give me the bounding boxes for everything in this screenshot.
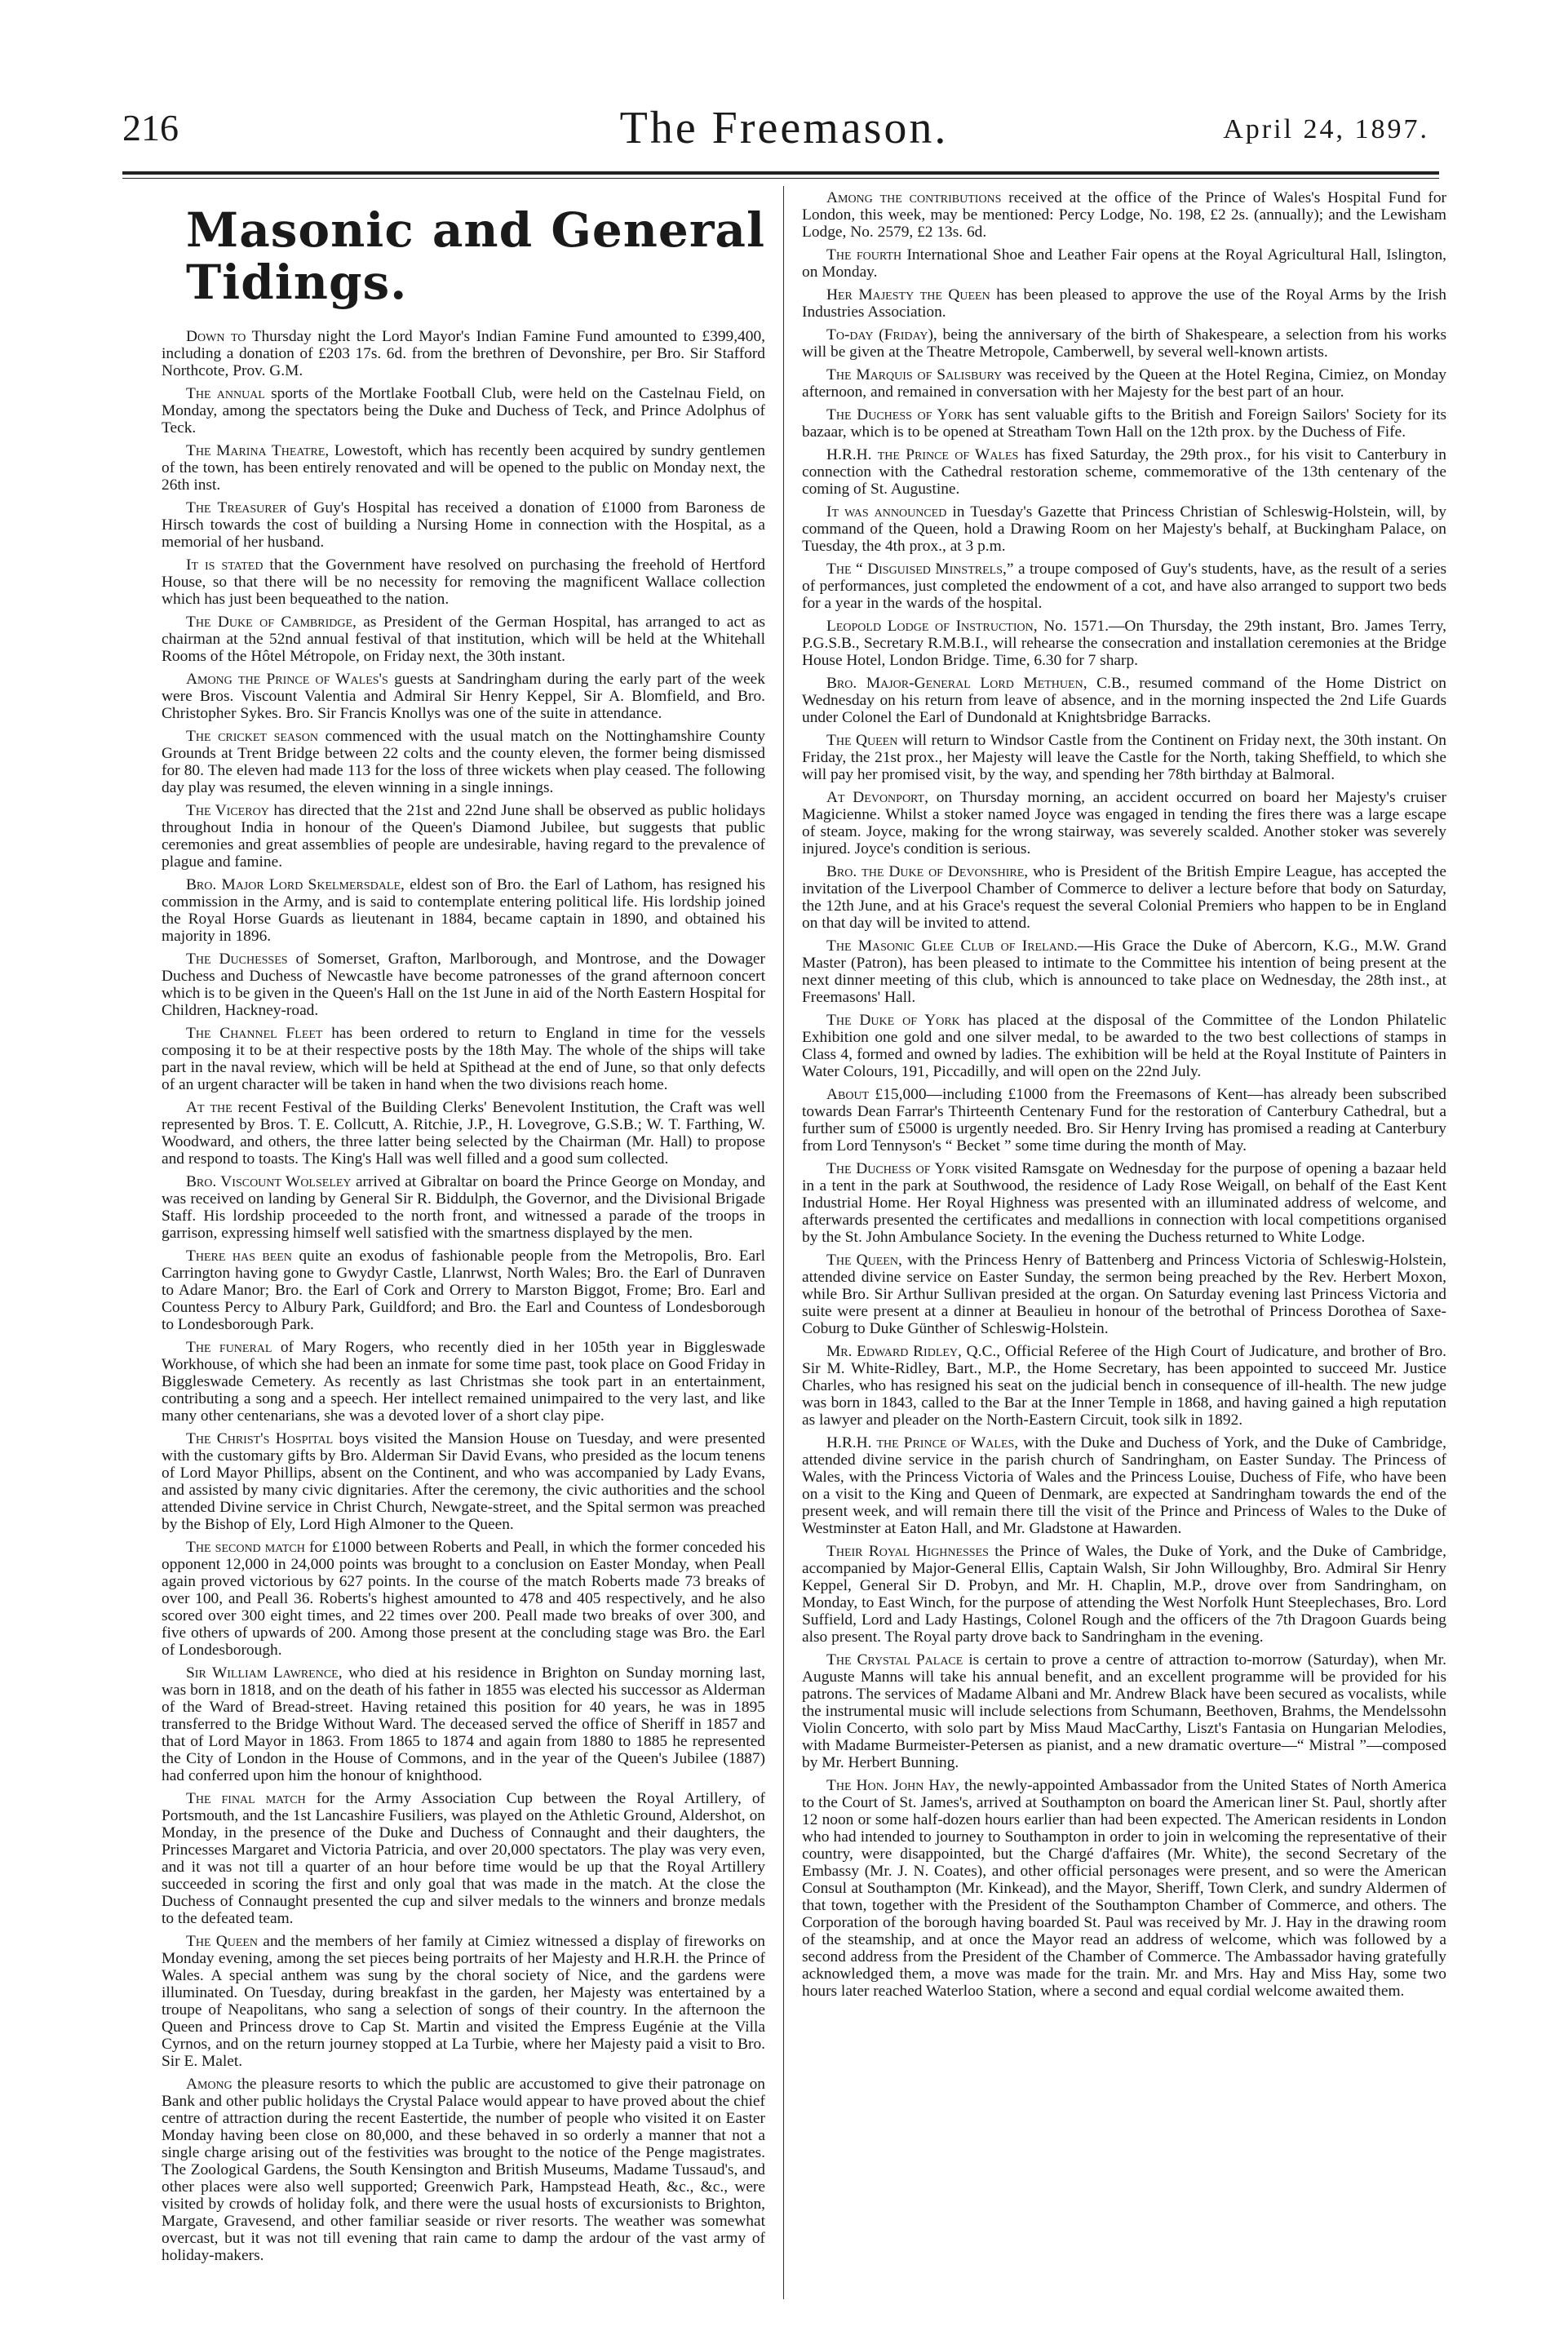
paragraph-lead: Leopold Lodge of Instruction, — [826, 618, 1038, 635]
paragraph-lead: It was announced — [826, 503, 947, 521]
paragraph-lead: About — [826, 1086, 870, 1103]
news-paragraph — [802, 326, 1446, 361]
paragraph-text: Lowestoft, which has recently been acquired by sundry gentlemen of the town, has been entirely renovated and will be opened to the public on Monday next, the 26th inst. — [162, 442, 765, 494]
paragraph-text: sports of the Mortlake Football Club, were held on the Castelnau Field, on Monday, among the spectators being the Duke and Duchess of Teck, and Prince Adolphus of Teck. — [162, 385, 765, 437]
paragraph-text: the pleasure resorts to which the public are accustomed to give their patronage on Bank and other public holidays the Crystal Palace would appear to have proved about the chief centre of attraction during the recent Eastertide, the number of people who visited it on Easter Monday having been close on 80,000, and these behaved in so orderly a manner that not a single charge arising out of the festivities was brought to the notice of the Penge magistrates. The Zoological Gardens, the South Kensington and British Museums, Madame Tussaud's, and other places were also well supported; Greenwich Park, Hampstead Heath, &c., &c., were visited by crowds of holiday folk, and there were the usual hosts of excursionists to Brighton, Margate, Gravesend, and other familiar seaside or river resorts. The weather was somewhat overcast, but it was not till evening that rain came to damp the ardour of the vast army of holiday-makers. — [162, 2076, 765, 2264]
left-column — [162, 189, 765, 2270]
news-paragraph — [802, 446, 1446, 498]
news-paragraph — [802, 1543, 1446, 1646]
paragraph-text: has placed at the disposal of the Committee of the London Philatelic Exhibition one gold and one silver medal, to be awarded to the two best collections of stamps in Class 4, formed and owned by ladies. The exhibition will be held at the Royal Institute of Painters in Water Colours, 191, Piccadilly, and will open on the 22nd July. — [802, 1012, 1446, 1080]
paragraph-text: was received by the Queen at the Hotel Regina, Cimiez, on Monday afternoon, and remained in conversation with her Majesty for the best part of an hour. — [802, 366, 1446, 401]
news-paragraph — [802, 732, 1446, 783]
paragraph-lead: H.R.H. the Prince of Wales — [826, 446, 1019, 463]
paragraph-text: has been pleased to approve the use of the Royal Arms by the Irish Industries Association. — [802, 286, 1446, 321]
header-rule-thin — [122, 178, 1439, 179]
header-rule — [122, 171, 1439, 175]
paragraph-text: who died at his residence in Brighton on Sunday morning last, was born in 1818, and on the death of his father in 1855 was elected his successor as Alderman of the Ward of Bread-street. Having retained this position for 40 years, he was in 1895 transferred to the Bridge Without Ward. The deceased served the office of Sheriff in 1857 and that of Lord Mayor in 1863. From 1865 to 1874 and again from 1880 to 1885 he represented the City of London in the House of Commons, and in the year of the Queen's Jubilee (1887) had conferred upon him the honour of knighthood. — [162, 1664, 766, 1784]
news-paragraph — [162, 1539, 765, 1659]
paragraph-lead: The Marina Theatre, — [186, 442, 330, 459]
news-paragraph — [162, 802, 765, 871]
column-divider — [783, 186, 784, 2299]
news-paragraph — [802, 246, 1446, 281]
news-paragraph — [802, 366, 1446, 401]
paragraph-text: recent Festival of the Building Clerks' Benevolent Institution, the Craft was well represented by Bros. T. E. Collcutt, A. Ritchie, J.P., H. Lovegrove, G.S.B.; W. T. Farthing, W. Woodward, and others, the three latter being selected by the Chairman (Mr. Hall) to propose and respond to toasts. The King's Hall was well filled and a good sum collected. — [162, 1099, 765, 1168]
paragraph-lead: Their Royal Highnesses — [826, 1543, 989, 1560]
news-paragraph — [162, 876, 765, 945]
paragraph-lead: The funeral — [186, 1339, 272, 1356]
newspaper-title: The Freemason. — [619, 103, 949, 153]
paragraph-text: —His Grace the Duke of Abercorn, K.G., M.W. Grand Master (Patron), has been pleased to intimate to the Committee his intention of being present at the next dinner meeting of this club, which is announced to take place on Wednesday, the 28th inst., at Freemasons' Hall. — [802, 937, 1446, 1006]
news-paragraph — [802, 286, 1446, 321]
news-paragraph — [802, 406, 1446, 441]
paragraph-lead: Sir William Lawrence, — [186, 1664, 343, 1682]
news-paragraph — [802, 618, 1446, 669]
paragraph-text: has been ordered to return to England in time for the vessels composing it to be at their respective posts by the 18th May. The whole of the ships will take part in the naval review, which will be held at Spithead at the end of June, so that only defects of an urgent character will be taken in hand when the two divisions reach home. — [162, 1025, 766, 1093]
paragraph-lead: The final match — [186, 1790, 306, 1807]
paragraph-text: with the Duke and Duchess of York, and the Duke of Cambridge, attended divine service in the parish church of Sandringham, on Easter Sunday. The Princess of Wales, with the Princess Victoria of Wales and the Princess Louise, Duchess of Fife, who have been on a visit to the King and Queen of Denmark, are expected at Sandringham towards the end of the present week, and will remain there till the visit of the Prince and Princess of Wales to the Duke of Westminster at Eaton Hall, and Mr. Gladstone at Hawarden. — [802, 1434, 1446, 1537]
paragraph-lead: The Queen, — [826, 1252, 902, 1269]
news-paragraph — [162, 671, 765, 722]
paragraph-text: International Shoe and Leather Fair opens at the Royal Agricultural Hall, Islington, on Monday. — [802, 246, 1446, 281]
news-paragraph — [162, 614, 765, 665]
paragraph-text: a troupe composed of Guy's students, have, as the result of a series of performances, just completed the endowment of a cot, and have also arranged to support two beds for a year in the wards of the hospital. — [802, 561, 1446, 612]
paragraph-lead: At the — [186, 1099, 233, 1116]
news-paragraph — [162, 1025, 765, 1093]
paragraph-lead: The Crystal Palace — [826, 1651, 963, 1668]
paragraph-text: and the members of her family at Cimiez witnessed a display of fireworks on Monday evening, among the set pieces being portraits of her Majesty and H.R.H. the Prince of Wales. A special anthem was sung by the choral society of Nice, and the gardens were illuminated. On Tuesday, during breakfast in the garden, her Majesty was entertained by a troupe of Neapolitans, who sang a selection of songs of their country. In the afternoon the Queen and Princess drove to Cap St. Martin and visited the Empress Eugénie at the Villa Cyrnos, and on the return journey stopped at La Turbie, where her Majesty paid a visit to Bro. Sir E. Malet. — [162, 1933, 765, 2070]
paragraph-lead: Mr. Edward Ridley, — [826, 1343, 962, 1360]
section-title: Masonic and General Tidings. — [186, 202, 765, 310]
paragraph-text: Q.C., Official Referee of the High Court of Judicature, and brother of Bro. Sir M. White-Ridley, Bart., M.P., the Home Secretary, has been appointed to succeed Mr. Justice Charles, who has resigned his seat on the judicial bench in consequence of ill-health. The new judge was born in 1843, called to the Bar at the Inner Temple in 1868, and having gained a high reputation as lawyer and pleader on the North-Eastern Circuit, took silk in 1892. — [802, 1343, 1446, 1429]
news-paragraph — [802, 675, 1446, 726]
paragraph-text: is certain to prove a centre of attraction to-morrow (Saturday), when Mr. Auguste Manns will take his annual benefit, and an excellent programme will be provided for his patrons. The services of Madame Albani and Mr. Andrew Black have been secured as vocalists, while the instrumental music will include selections from Schumann, Beethoven, Brahms, the Mendelssohn Violin Concerto, with solo part by Miss Maud MacCarthy, Liszt's Fantasia on Hungarian Melodies, with Madame Burmeister-Petersen as pianist, and a new dramatic overture—“ Mistral ”—composed by Mr. Herbert Bunning. — [802, 1651, 1446, 1771]
paragraph-text: has directed that the 21st and 22nd June shall be observed as public holidays throughout India in honour of the Queen's Diamond Jubilee, but suggests that public ceremonies and great assemblies of people are undesirable, having regard to the prevalence of plague and famine. — [162, 802, 765, 871]
paragraph-text: received at the office of the Prince of Wales's Hospital Fund for London, this week, may be mentioned: Percy Lodge, No. 198, £2 2s. (annually); and the Lewisham Lodge, No. 2579, £2 13s. 6d. — [802, 189, 1446, 241]
paragraph-lead: The Queen — [826, 732, 898, 749]
paragraph-text: guests at Sandringham during the early part of the week were Bros. Viscount Valentia and Admiral Sir Henry Keppel, Sir A. Blomfield, and Bro. Christopher Sykes. Bro. Sir Francis Knollys was one of the suite in attendance. — [162, 671, 765, 722]
paragraph-text: with the Princess Henry of Battenberg and Princess Victoria of Schleswig-Holstein, attended divine service on Easter Sunday, the sermon being preached by the Rev. Herbert Moxon, while Bro. Sir Arthur Sullivan presided at the organ. On Saturday evening last Princess Victoria and suite were present at a dinner at Beaulieu in honour of the betrothal of Princess Dorothea of Saxe-Coburg to Duke Günther of Schleswig-Holstein. — [802, 1252, 1447, 1337]
news-paragraph — [162, 442, 765, 494]
paragraph-lead: The “ Disguised Minstrels,” — [826, 561, 1014, 578]
paragraph-lead: There has been — [186, 1247, 292, 1265]
news-paragraph — [802, 863, 1446, 932]
news-paragraph — [802, 1651, 1446, 1771]
paragraph-lead: Among the Prince of Wales's — [186, 671, 388, 688]
paragraph-lead: The Masonic Glee Club of Ireland. — [826, 937, 1078, 955]
news-paragraph — [162, 1099, 765, 1168]
paragraph-lead: The Duchess of York — [826, 1160, 971, 1177]
news-paragraph — [162, 556, 765, 608]
paragraph-text: of Guy's Hospital has received a donation of £1000 from Baroness de Hirsch towards the cost of building a Nursing Home in connection with the Hospital, as a memorial of her husband. — [162, 499, 765, 551]
news-paragraph — [162, 499, 765, 551]
paragraph-text: quite an exodus of fashionable people from the Metropolis, Bro. Earl Carrington having gone to Gwydyr Castle, Llanrwst, North Wales; Bro. the Earl of Dunraven to Adare Manor; Bro. the Earl of Cork and Orrery to Marston Biggot, Frome; Bro. Earl and Countess Percy to Albury Park, Guildford; and Bro. the Earl and Countess of Londesborough to Londesborough Park. — [162, 1247, 765, 1333]
paragraph-text: who is President of the British Empire League, has accepted the invitation of the Liverpool Chamber of Commerce to deliver a lecture before that body on Saturday, the 12th June, and at his Grace's request the several Colonial Premiers who happen to be in England on that day will be invited to attend. — [802, 863, 1446, 932]
paragraph-lead: Bro. Major Lord Skelmersdale, — [186, 876, 405, 893]
news-paragraph — [162, 328, 765, 379]
paragraph-text: visited Ramsgate on Wednesday for the purpose of opening a bazaar held in a tent in the park at Southwood, the residence of Lady Rose Weigall, on behalf of the East Kent Industrial Home. Her Royal Highness was presented with an illuminated address of welcome, and afterwards presented the certificates and medallions in connection with local competitions organised by the St. John Ambulance Society. In the evening the Duchess returned to White Lodge. — [802, 1160, 1446, 1246]
paragraph-lead: The Queen — [186, 1933, 259, 1950]
news-paragraph — [802, 1160, 1446, 1246]
paragraph-lead: The Duke of York — [826, 1012, 960, 1029]
paragraph-lead: Bro. the Duke of Devonshire, — [826, 863, 1029, 880]
news-paragraph — [162, 1173, 765, 1242]
paragraph-text: £15,000—including £1000 from the Freemasons of Kent—has already been subscribed towards Dean Farrar's Thirteenth Centenary Fund for the restoration of Canterbury Cathedral, but a further sum of £5000 is urgently needed. Bro. Sir Henry Irving has promised a reading at Canterbury from Lord Tennyson's “ Becket ” some time during the month of May. — [802, 1086, 1446, 1154]
paragraph-lead: The Hon. John Hay, — [826, 1777, 960, 1794]
news-paragraph — [802, 1777, 1446, 2000]
right-column — [802, 189, 1446, 2005]
paragraph-text: in Tuesday's Gazette that Princess Christian of Schleswig-Holstein, will, by command of the Queen, hold a Drawing Room on her Majesty's behalf, at Buckingham Palace, on Tuesday, the 4th prox., at 3 p.m. — [802, 503, 1446, 555]
news-paragraph — [162, 1339, 765, 1425]
news-paragraph — [162, 728, 765, 796]
page-number: 216 — [122, 107, 179, 148]
news-paragraph — [802, 503, 1446, 555]
news-paragraph — [162, 1933, 765, 2070]
paragraph-lead: H.R.H. the Prince of Wales, — [826, 1434, 1019, 1451]
paragraph-lead: The Duke of Cambridge, — [186, 614, 357, 631]
paragraph-text: boys visited the Mansion House on Tuesday, and were presented with the customary gifts by Bro. Alderman Sir David Evans, who presided as the locum tenens of Lord Mayor Phillips, absent on the Continent, and who was accompanied by Lady Evans, and assisted by many civic dignitaries. After the ceremony, the civic authorities and the school attended Divine service in Christ Church, Newgate-street, and the Spital sermon was preached by the Bishop of Ely, Lord High Almoner to the Queen. — [162, 1430, 765, 1533]
paragraph-lead: Among — [186, 2076, 233, 2093]
paragraph-lead: To-day (Friday), — [826, 326, 937, 343]
paragraph-text: of Mary Rogers, who recently died in her 105th year in Biggleswade Workhouse, of which she had been an inmate for some time past, took place on Good Friday in Biggleswade Cemetery. As recently as last Christmas she took part in an entertainment, contributing a song and a speech. Her intellect remained unimpaired to the very last, and like many other centenarians, she was a devoted lover of a short clay pipe. — [162, 1339, 765, 1425]
issue-date: April 24, 1897. — [1223, 114, 1429, 144]
paragraph-lead: Bro. Major-General Lord Methuen, — [826, 675, 1087, 692]
paragraph-lead: The Channel Fleet — [186, 1025, 323, 1042]
news-paragraph — [802, 1343, 1446, 1429]
news-paragraph — [802, 1252, 1446, 1337]
news-paragraph — [802, 1434, 1446, 1537]
paragraph-text: Thursday night the Lord Mayor's Indian Famine Fund amounted to £399,400, including a donation of £203 17s. 6d. from the brethren of Devonshire, per Bro. Sir Stafford Northcote, Prov. G.M. — [162, 328, 765, 379]
paragraph-text: C.B., resumed command of the Home District on Wednesday on his return from leave of absence, and in the morning inspected the 2nd Life Guards under Colonel the Earl of Dundonald at Knightsbridge Barracks. — [802, 675, 1446, 726]
paragraph-text: of Somerset, Grafton, Marlborough, and Montrose, and the Dowager Duchess and Duchess of Newcastle have become patronesses of the grand afternoon concert which is to be given in the Queen's Hall on the 1st June in aid of the North Eastern Hospital for Children, Hackney-road. — [162, 951, 765, 1019]
news-paragraph — [802, 1086, 1446, 1154]
paragraph-lead: Bro. Viscount Wolseley — [186, 1173, 352, 1190]
news-paragraph — [162, 1247, 765, 1333]
paragraph-text: arrived at Gibraltar on board the Prince George on Monday, and was received on landing by General Sir R. Biddulph, the Governor, and the Divisional Brigade Staff. His lordship proceeded to the north front, and witnessed a parade of the troops in garrison, expressing himself well satisfied with the smartness displayed by the men. — [162, 1173, 766, 1242]
paragraph-text: as President of the German Hospital, has arranged to act as chairman at the 52nd annual festival of that institution, which will be held at the Whitehall Rooms of the Hôtel Métropole, on Friday next, the 30th instant. — [162, 614, 765, 665]
paragraph-lead: The Marquis of Salisbury — [826, 366, 1003, 383]
news-paragraph — [162, 951, 765, 1019]
paragraph-text: that the Government have resolved on purchasing the freehold of Hertford House, so that there will be no necessity for removing the magnificent Wallace collection which has just been bequeathed to the nation. — [162, 556, 765, 608]
news-paragraph — [802, 561, 1446, 612]
paragraph-text: on Thursday morning, an accident occurred on board her Majesty's cruiser Magicienne. Whilst a stoker named Joyce was engaged in tending the fires there was a large escape of steam. Joyce, making for the wrong stairway, was severely scalded. Another stoker was severely injured. Joyce's condition is serious. — [802, 789, 1446, 858]
paragraph-lead: The fourth — [826, 246, 902, 264]
paragraph-lead: Among the contributions — [826, 189, 1002, 206]
paragraph-text: No. 1571.—On Thursday, the 29th instant, Bro. James Terry, P.G.S.B., Secretary R.M.B.I., will rehearse the consecration and installation ceremonies at the Bridge House Hotel, London Bridge. Time, 6.30 for 7 sharp. — [802, 618, 1446, 669]
news-paragraph — [802, 937, 1446, 1006]
paragraph-lead: It is stated — [186, 556, 264, 574]
paragraph-lead: Her Majesty the Queen — [826, 286, 990, 304]
paragraph-text: has fixed Saturday, the 29th prox., for his visit to Canterbury in connection with the Cathedral restoration scheme, commemorative of the 13th centenary of the coming of St. Augustine. — [802, 446, 1446, 498]
news-paragraph — [802, 189, 1446, 241]
paragraph-lead: The Viceroy — [186, 802, 269, 819]
paragraph-text: being the anniversary of the birth of Shakespeare, a selection from his works will be given at the Theatre Metropole, Camberwell, by several well-known artists. — [802, 326, 1446, 361]
paragraph-lead: The Duchesses — [186, 951, 288, 968]
paragraph-lead: The Christ's Hospital — [186, 1430, 334, 1447]
paragraph-lead: The Duchess of York — [826, 406, 973, 423]
paragraph-lead: The cricket season — [186, 728, 319, 745]
news-paragraph — [802, 1012, 1446, 1080]
news-paragraph — [162, 385, 765, 437]
paragraph-text: the Prince of Wales, the Duke of York, and the Duke of Cambridge, accompanied by Major-General Ellis, Captain Walsh, Sir John Willoughby, Bro. Admiral Sir Henry Keppel, General Sir D. Probyn, and Mr. H. Chaplin, M.P., drove over from Sandringham, on Monday, to East Winch, for the purpose of attending the West Norfolk Hunt Steeplechases, Bro. Lord Suffield, Lord and Lady Hastings, Colonel Rough and the officers of the 7th Dragoon Guards being also present. The Royal party drove back to Sandringham in the evening. — [802, 1543, 1446, 1646]
paragraph-text: will return to Windsor Castle from the Continent on Friday next, the 30th instant. On Friday, the 21st prox., her Majesty will leave the Castle for the North, taking Sheffield, to which she will pay her promised visit, by the way, and spending her 78th birthday at Balmoral. — [802, 732, 1446, 783]
news-paragraph — [162, 1790, 765, 1927]
paragraph-lead: The annual — [186, 385, 265, 402]
news-paragraph — [162, 1430, 765, 1533]
paragraph-lead: The second match — [186, 1539, 305, 1556]
news-paragraph — [802, 789, 1446, 858]
paragraph-lead: The Treasurer — [186, 499, 287, 516]
news-paragraph — [162, 1664, 765, 1784]
news-paragraph — [162, 2076, 765, 2264]
paragraph-lead: At Devonport, — [826, 789, 928, 806]
paragraph-text: commenced with the usual match on the Nottinghamshire County Grounds at Trent Bridge between 22 colts and the county eleven, the former being dismissed for 80. The eleven had made 113 for the loss of three wickets when play ceased. The following day play was resumed, the eleven winning in a single innings. — [162, 728, 765, 796]
page-header — [0, 0, 1568, 167]
paragraph-lead: Down to — [186, 328, 246, 345]
paragraph-text: for the Army Association Cup between the Royal Artillery, of Portsmouth, and the 1st Lancashire Fusiliers, was played on the Athletic Ground, Aldershot, on Monday, in the presence of the Duke and Duchess of Connaught and their daughters, the Princesses Margaret and Victoria Patricia, and over 20,000 spectators. The play was very even, and it was not till a quarter of an hour before time would be up that the Royal Artillery succeeded in scoring the first and only goal that was made in the match. At the close the Duchess of Connaught presented the cup and silver medals to the winners and bronze medals to the defeated team. — [162, 1790, 765, 1927]
paragraph-text: for £1000 between Roberts and Peall, in which the former conceded his opponent 12,000 in 24,000 points was brought to a conclusion on Easter Monday, when Peall again proved victorious by 627 points. In the course of the match Roberts made 73 breaks of over 100, and Peall 36. Roberts's highest amounted to 478 and 405 respectively, and he also scored over 300 eight times, and 22 times over 200. Peall made two breaks of over 300, and five others of upwards of 200. Among those present at the concluding stage was Bro. the Earl of Londesborough. — [162, 1539, 765, 1659]
paragraph-text: has sent valuable gifts to the British and Foreign Sailors' Society for its bazaar, which is to be opened at Streatham Town Hall on the 12th prox. by the Duchess of Fife. — [802, 406, 1446, 441]
paragraph-text: eldest son of Bro. the Earl of Lathom, has resigned his commission in the Army, and is said to contemplate entering political life. His lordship joined the Royal Horse Guards as lieutenant in 1884, became captain in 1890, and obtained his majority in 1896. — [162, 876, 765, 945]
paragraph-text: the newly-appointed Ambassador from the United States of North America to the Court of St. James's, arrived at Southampton on board the American liner St. Paul, shortly after 12 noon or some half-dozen hours earlier than had been expected. The American residents in London who had intended to journey to Southampton in order to join in welcoming the representative of their country, were disappointed, but the Chargé d'affaires (Mr. White), the second Secretary of the Embassy (Mr. J. N. Coates), and other official personages were present, and so were the American Consul at Southampton (Mr. Kinkead), and the Mayor, Sheriff, Town Clerk, and sundry Aldermen of that town, together with the President of the Southampton Chamber of Commerce, and others. The Corporation of the borough having boarded St. Paul was received by Mr. J. Hay in the drawing room of the steamship, and at once the Mayor read an address of welcome, which was followed by a second address from the President of the Chamber of Commerce. The Ambassador having gratefully acknowledged them, a move was made for the train. Mr. and Mrs. Hay and Miss Hay, some two hours later reached Waterloo Station, where a second and equal cordial welcome awaited them. — [802, 1777, 1446, 2000]
